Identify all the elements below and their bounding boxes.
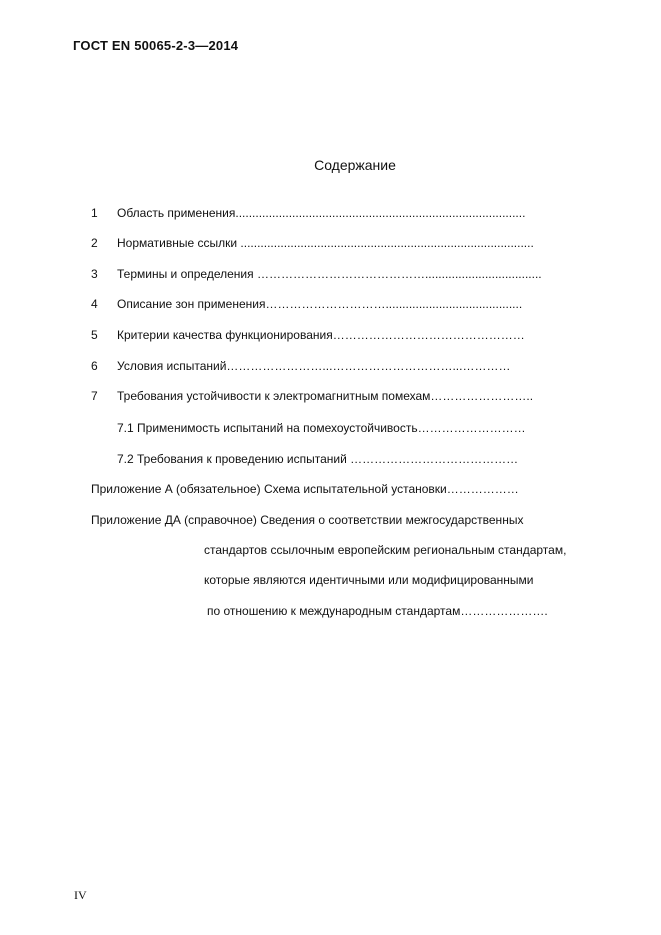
toc-entry[interactable]: Область применения....................................................................................... — [117, 206, 526, 220]
toc-subentry[interactable]: 7.2 Требования к проведению испытаний …………………………………… — [117, 452, 519, 466]
toc-appendix-da-continuation: стандартов ссылочным европейским региональным стандартам, — [204, 543, 567, 557]
toc-number: 5 — [91, 328, 98, 342]
toc-entry[interactable]: Требования устойчивости к электромагнитным помехам…………………….. — [117, 389, 534, 403]
toc-appendix-da-continuation: которые являются идентичными или модифицированными — [204, 573, 534, 587]
toc-subentry[interactable]: 7.1 Применимость испытаний на помехоустойчивость……………………… — [117, 421, 526, 435]
page-number: IV — [74, 888, 87, 902]
document-standard-id: ГОСТ EN 50065-2-3—2014 — [73, 38, 239, 53]
toc-entry[interactable]: Нормативные ссылки ........................................................................................ — [117, 236, 534, 250]
toc-entry[interactable]: Критерии качества функционирования………………………………………… — [117, 328, 525, 342]
toc-entry[interactable]: Термины и определения ……………………………………................................... — [117, 267, 542, 281]
page-title: Содержание — [314, 157, 396, 173]
toc-number: 1 — [91, 206, 98, 220]
toc-number: 2 — [91, 236, 98, 250]
toc-number: 6 — [91, 359, 98, 373]
toc-appendix-da[interactable]: Приложение ДА (справочное) Сведения о соответствии межгосударственных — [91, 513, 524, 527]
toc-number: 4 — [91, 297, 98, 311]
toc-appendix-a[interactable]: Приложение А (обязательное) Схема испытательной установки……………… — [91, 482, 519, 496]
toc-number: 7 — [91, 389, 98, 403]
toc-entry[interactable]: Условия испытаний……………………...…………………………...………… — [117, 359, 511, 373]
toc-entry[interactable]: Описание зон применения…………………………......................................... — [117, 297, 523, 311]
toc-appendix-da-continuation: по отношению к международным стандартам…………………. — [207, 604, 548, 618]
toc-number: 3 — [91, 267, 98, 281]
